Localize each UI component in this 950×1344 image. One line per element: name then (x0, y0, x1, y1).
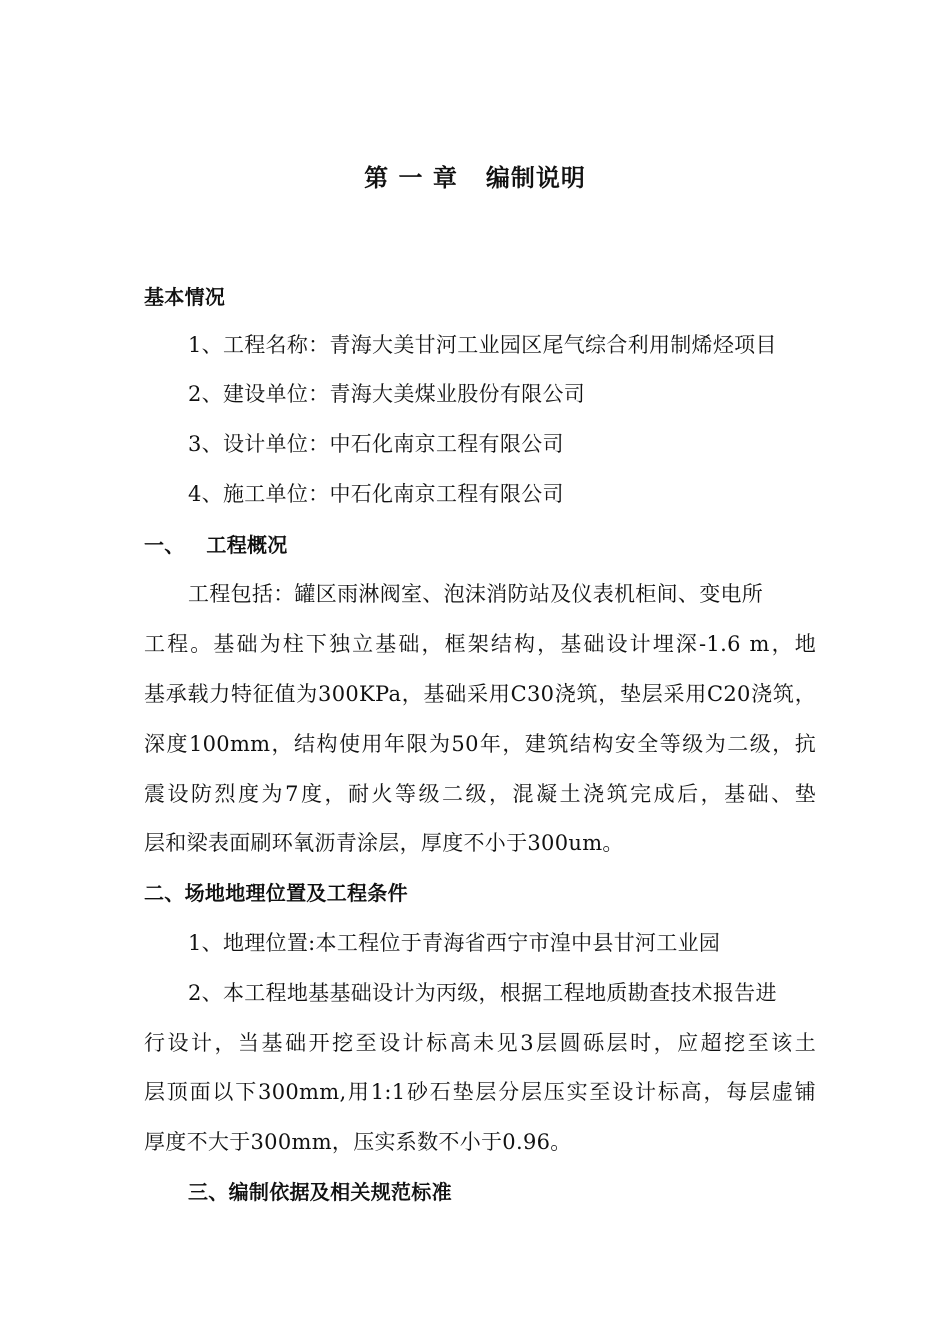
section1-paragraph-line: 工程包括：罐区雨淋阀室、泡沫消防站及仪表机柜间、变电所 (188, 582, 764, 606)
section1-paragraph-line: 工程。基础为柱下独立基础，框架结构，基础设计埋深-1.6 m，地 (144, 632, 816, 656)
section2-location-item: 1、地理位置:本工程位于青海省西宁市湟中县甘河工业园 (188, 931, 721, 955)
section2-heading: 二、场地地理位置及工程条件 (144, 881, 408, 905)
section1-heading: 一、 工程概况 (144, 533, 288, 557)
section2-foundation-line: 层顶面以下300mm,用1:1砂石垫层分层压实至设计标高，每层虚铺 (144, 1080, 816, 1104)
section2-foundation-line: 2、本工程地基基础设计为丙级，根据工程地质勘查技术报告进 (188, 981, 777, 1005)
basic-info-item-project-name: 1、工程名称：青海大美甘河工业园区尾气综合利用制烯烃项目 (188, 333, 777, 357)
basic-info-item-designer: 3、设计单位：中石化南京工程有限公司 (188, 432, 564, 456)
section2-foundation-line: 行设计，当基础开挖至设计标高未见3层圆砾层时，应超挖至该土 (144, 1031, 816, 1055)
section2-foundation-line: 厚度不大于300mm，压实系数不小于0.96。 (144, 1130, 572, 1154)
basic-info-item-contractor: 4、施工单位：中石化南京工程有限公司 (188, 482, 564, 506)
section1-paragraph-line: 深度100mm，结构使用年限为50年，建筑结构安全等级为二级，抗 (144, 732, 816, 756)
basic-info-item-owner: 2、建设单位：青海大美煤业股份有限公司 (188, 382, 586, 406)
section1-paragraph-line: 震设防烈度为7度，耐火等级二级，混凝土浇筑完成后，基础、垫 (144, 782, 816, 806)
basic-info-heading: 基本情况 (144, 285, 226, 309)
section1-paragraph-line: 层和梁表面刷环氧沥青涂层，厚度不小于300um。 (144, 831, 624, 855)
chapter-title: 第 一 章 编制说明 (364, 164, 586, 192)
section3-heading: 三、编制依据及相关规范标准 (188, 1180, 452, 1204)
section1-paragraph-line: 基承载力特征值为300KPa，基础采用C30浇筑，垫层采用C20浇筑， (144, 682, 816, 706)
